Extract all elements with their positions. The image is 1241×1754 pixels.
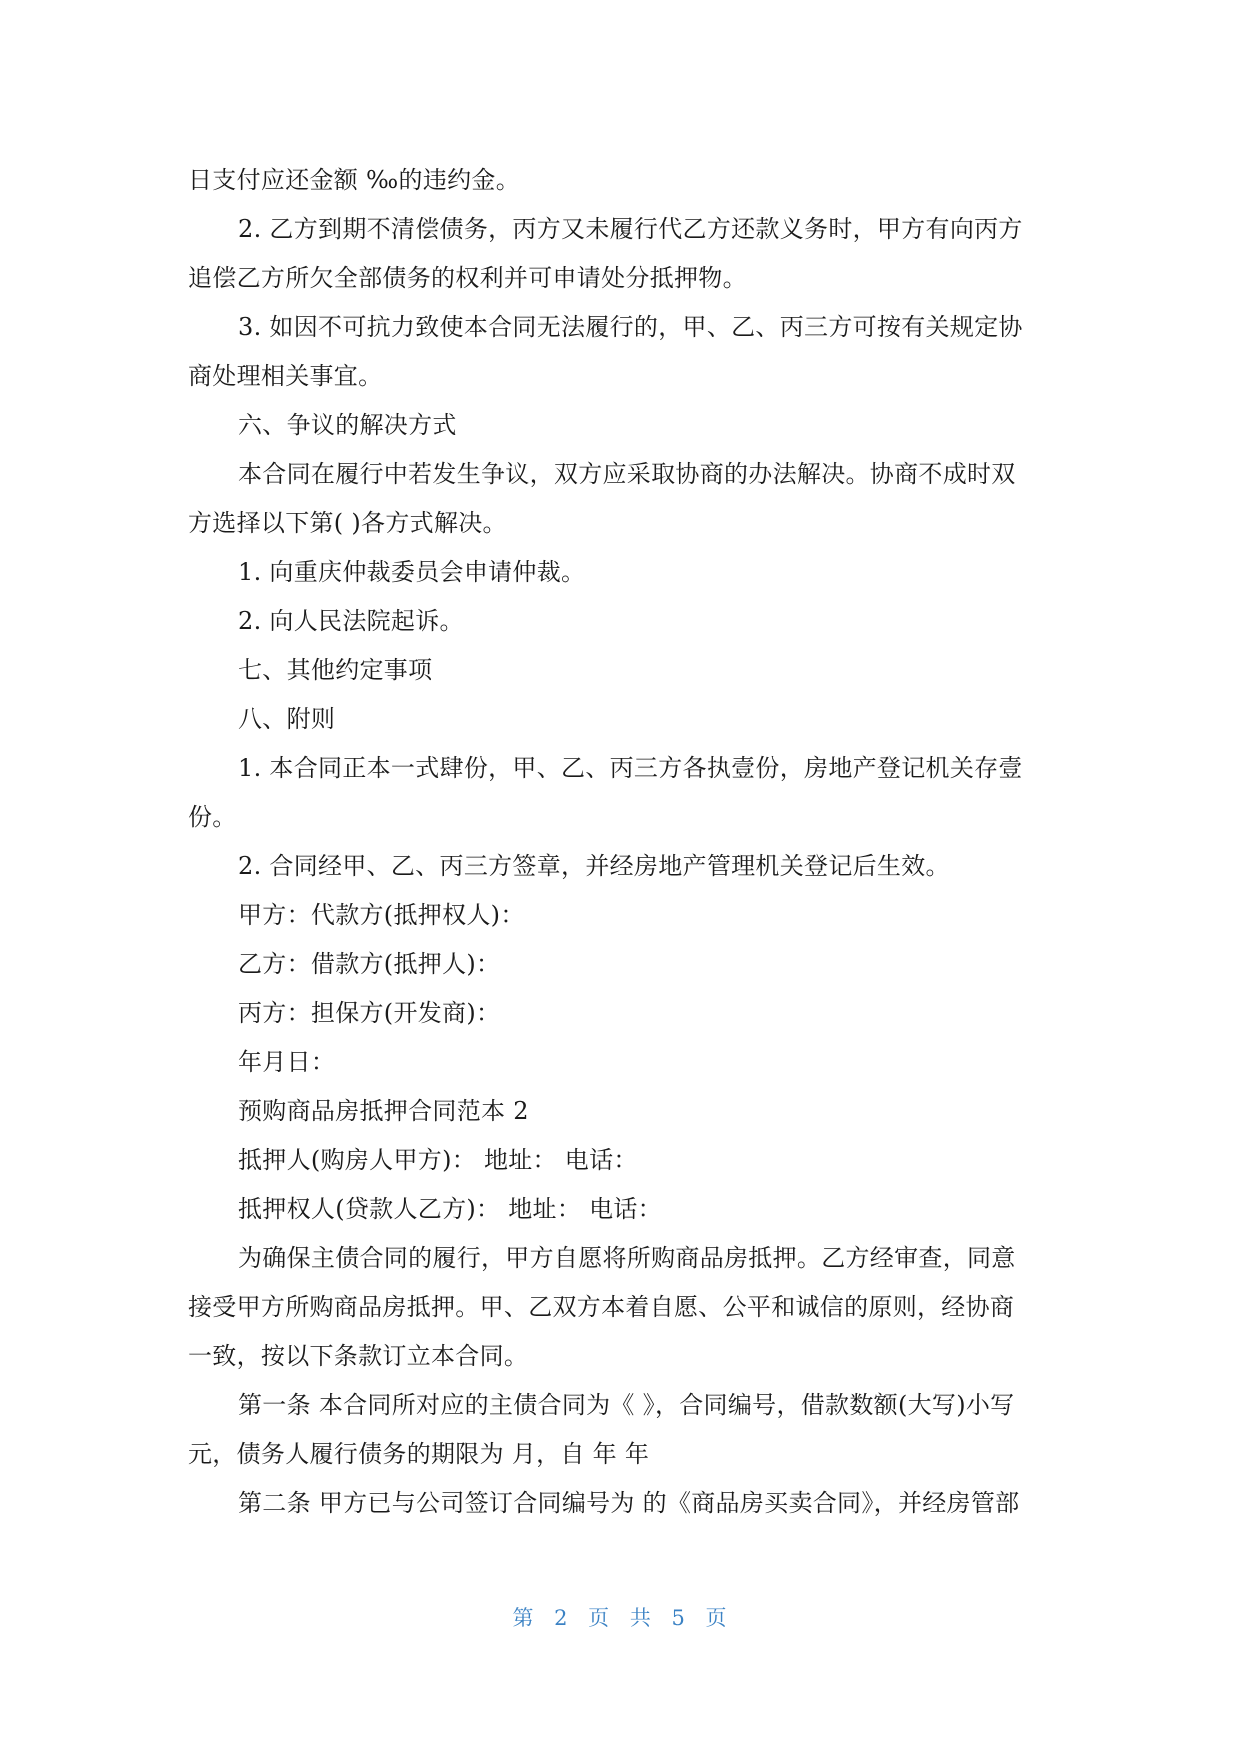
document-line: 商处理相关事宜。 (188, 362, 383, 390)
document-line: 2. 向人民法院起诉。 (238, 607, 464, 635)
document-line: 第二条 甲方已与公司签订合同编号为 的《商品房买卖合同》，并经房管部 (238, 1489, 1020, 1517)
document-line: 为确保主债合同的履行，甲方自愿将所购商品房抵押。乙方经审查，同意 (238, 1244, 1016, 1272)
page-number-footer: 第 2 页 共 5 页 (512, 1606, 729, 1630)
document-line: 方选择以下第( )各方式解决。 (188, 509, 507, 537)
document-line: 2. 乙方到期不清偿债务，丙方又未履行代乙方还款义务时，甲方有向丙方 (238, 215, 1023, 243)
document-line: 年月日： (238, 1048, 336, 1076)
document-line: 本合同在履行中若发生争议，双方应采取协商的办法解决。协商不成时双 (238, 460, 1016, 488)
document-line: 甲方：代款方(抵押权人)： (238, 901, 525, 929)
document-line: 元，债务人履行债务的期限为 月，自 年 年 (188, 1440, 650, 1468)
document-line: 第一条 本合同所对应的主债合同为《 》，合同编号，借款数额(大写)小写 (238, 1391, 1015, 1419)
document-line: 1. 向重庆仲裁委员会申请仲裁。 (238, 558, 586, 586)
document-line: 接受甲方所购商品房抵押。甲、乙双方本着自愿、公平和诚信的原则，经协商 (188, 1293, 1015, 1321)
document-line: 抵押权人(贷款人乙方)： 地址： 电话： (238, 1195, 662, 1223)
document-line: 追偿乙方所欠全部债务的权利并可申请处分抵押物。 (188, 264, 747, 292)
document-line: 预购商品房抵押合同范本 2 (238, 1097, 529, 1125)
document-line: 六、争议的解决方式 (238, 411, 457, 439)
document-line: 乙方：借款方(抵押人)： (238, 950, 501, 978)
document-line: 八、附则 (238, 705, 336, 733)
document-line: 抵押人(购房人甲方)： 地址： 电话： (238, 1146, 638, 1174)
document-body (188, 156, 1048, 1528)
document-line: 1. 本合同正本一式肆份，甲、乙、丙三方各执壹份，房地产登记机关存壹 (238, 754, 1023, 782)
document-line: 日支付应还金额 ‰的违约金。 (188, 166, 521, 194)
document-line: 3. 如因不可抗力致使本合同无法履行的，甲、乙、丙三方可按有关规定协 (238, 313, 1023, 341)
document-line: 丙方：担保方(开发商)： (238, 999, 501, 1027)
document-line: 七、其他约定事项 (238, 656, 433, 684)
document-line: 2. 合同经甲、乙、丙三方签章，并经房地产管理机关登记后生效。 (238, 852, 950, 880)
document-line: 份。 (188, 803, 237, 831)
document-line: 一致，按以下条款订立本合同。 (188, 1342, 529, 1370)
